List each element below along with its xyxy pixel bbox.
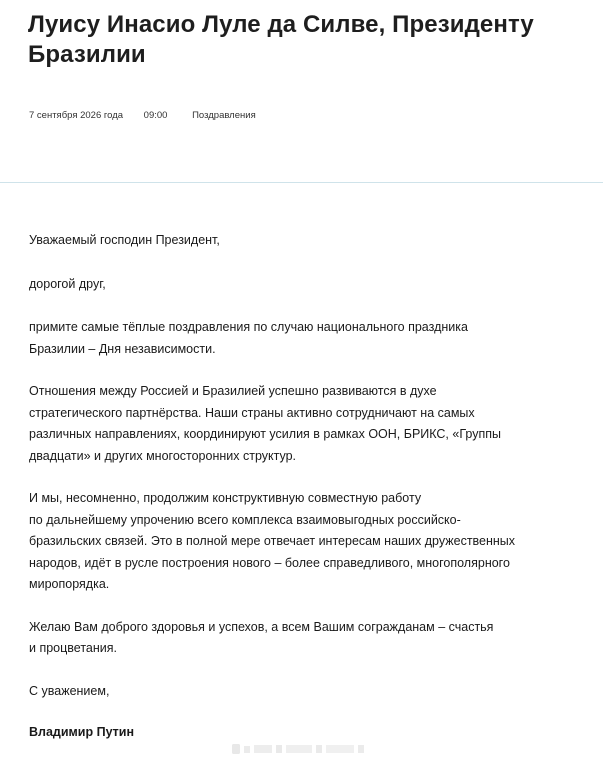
article-meta [29, 109, 256, 123]
paragraph-line: стратегического партнёрства. Наши страны активно сотрудничают на самых [29, 405, 475, 420]
paragraph-line: Отношения между Россией и Бразилией успешно развиваются в духе [29, 384, 437, 398]
paragraph-line: и процветания. [29, 641, 117, 655]
paragraph-line: миропорядка. [29, 577, 110, 591]
letter-salutation: дорогой друг, [29, 276, 106, 291]
category-link[interactable]: Поздравления [192, 110, 256, 121]
section-divider [0, 182, 603, 183]
letter-paragraph [29, 617, 569, 660]
page-title: Луису Инасио Луле да Силве, Президенту Бразилии [28, 11, 534, 68]
letter-paragraph [29, 381, 569, 467]
paragraph-line: Бразилии – Дня независимости. [29, 341, 216, 356]
paragraph-line: народов, идёт в русле построения нового – более справедливого, многополярного [29, 555, 510, 570]
watermark-image [232, 742, 372, 756]
letter-body [29, 230, 569, 744]
letter-paragraph [29, 488, 569, 596]
publish-time: 09:00 [143, 110, 168, 121]
paragraph-line: различных направлениях, координируют усилия в рамках ООН, БРИКС, «Группы [29, 427, 501, 441]
paragraph-line: двадцати» и других многосторонних структур. [29, 448, 297, 463]
paragraph-line: И мы, несомненно, продолжим конструктивную совместную работу [29, 491, 422, 505]
paragraph-line: по дальнейшему упрочению всего комплекса взаимовыгодных российско- [29, 512, 461, 527]
paragraph-line: примите самые тёплые поздравления по случаю национального праздника [29, 320, 468, 334]
letter-paragraph [29, 317, 569, 360]
paragraph-line: бразильских связей. Это в полной мере отвечает интересам наших дружественных [29, 534, 516, 548]
letter-signature: Владимир Путин [29, 725, 135, 739]
letter-greeting: Уважаемый господин Президент, [29, 233, 220, 247]
letter-closing: С уважением, [29, 683, 110, 698]
publish-date: 7 сентября 2026 года [29, 110, 124, 121]
paragraph-line: Желаю Вам доброго здоровья и успехов, а всем Вашим согражданам – счастья [29, 619, 494, 634]
